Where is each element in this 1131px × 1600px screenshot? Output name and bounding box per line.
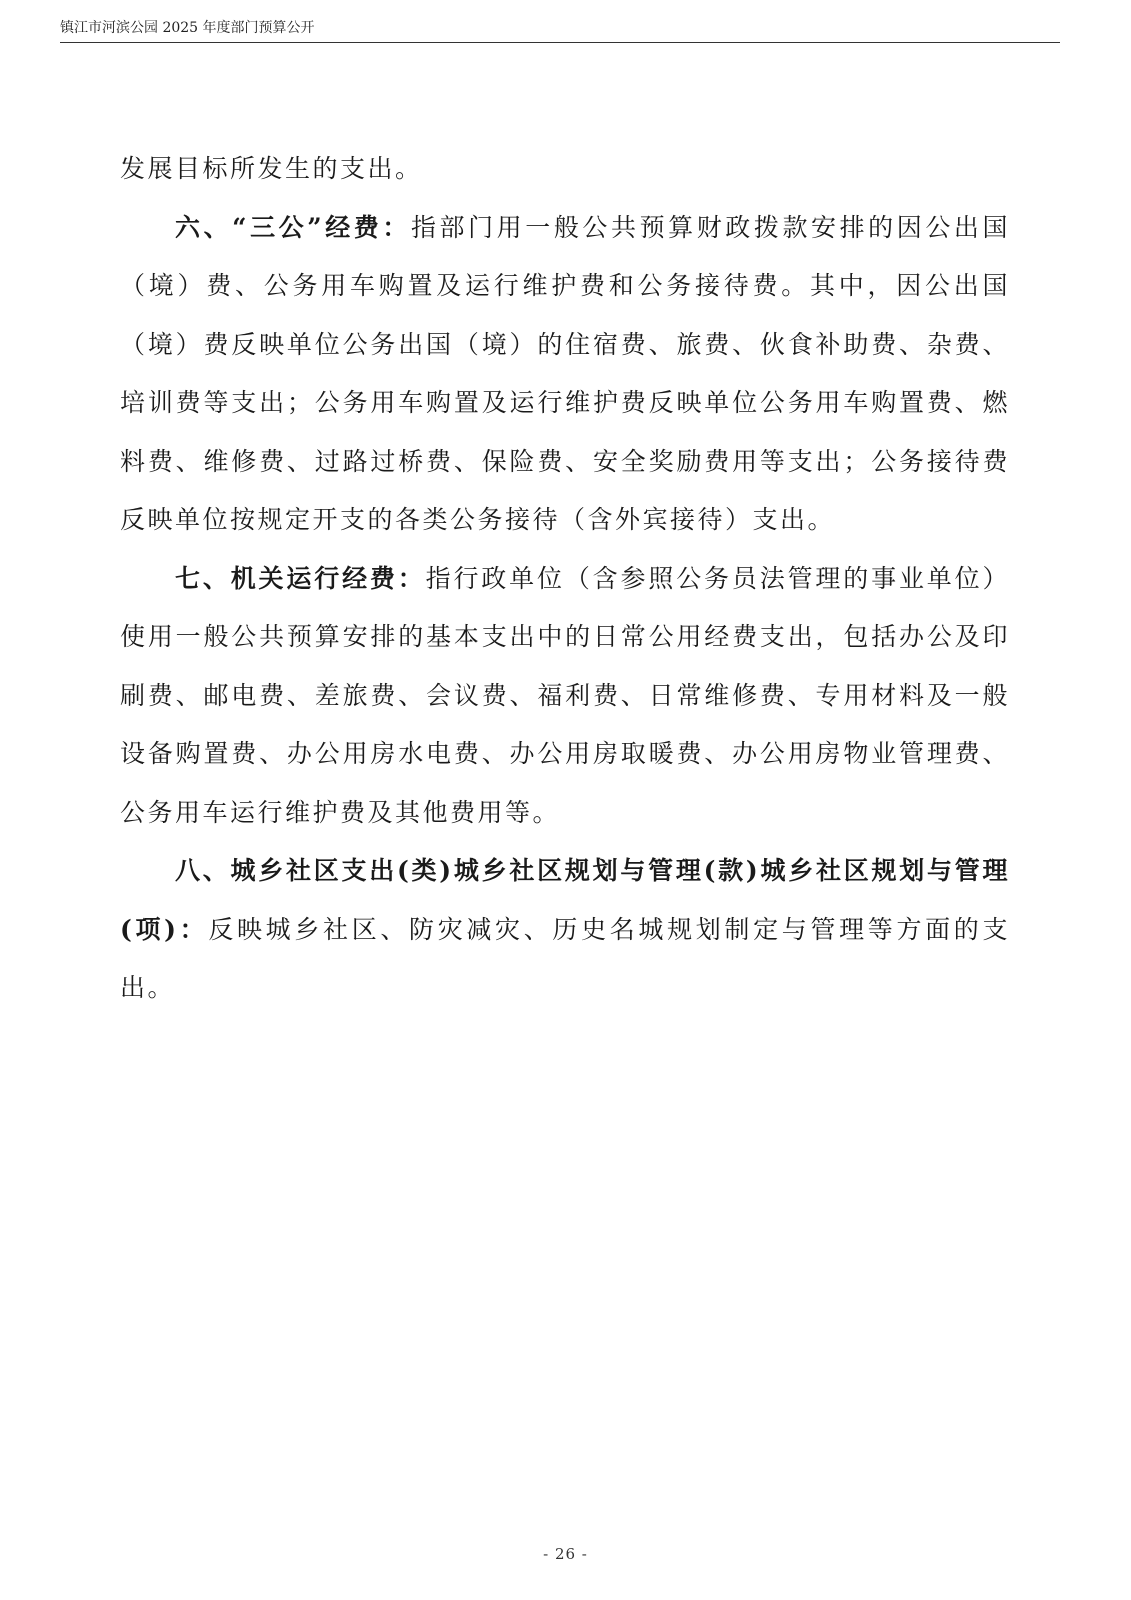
term-heading: 六、“三公”经费： (175, 212, 411, 242)
paragraph-text: 反映城乡社区、防灾减灾、历史名城规划制定与管理等方面的支出。 (120, 914, 1010, 1002)
paragraph-text: 发展目标所发生的支出。 (120, 154, 423, 183)
paragraph-text: 指部门用一般公共预算财政拨款安排的因公出国（境）费、公务用车购置及运行维护费和公务接待费。其中，因公出国（境）费反映单位公务出国（境）的住宿费、旅费、伙食补助费、杂费、培训费等支出；公务用车购置及运行维护费反映单位公务用车购置费、燃料费、维修费、过路过桥费、保险费、安全奖励费用等支出；公务接待费反映单位按规定开支的各类公务接待（含外宾接待）支出。 (120, 212, 1010, 534)
document-body (120, 140, 1010, 1018)
paragraph-continuation (120, 140, 1010, 199)
paragraph-text: 指行政单位（含参照公务员法管理的事业单位）使用一般公共预算安排的基本支出中的日常公用经费支出，包括办公及印刷费、邮电费、差旅费、会议费、福利费、日常维修费、专用材料及一般设备购置费、办公用房水电费、办公用房取暖费、办公用房物业管理费、公务用车运行维护费及其他费用等。 (120, 563, 1010, 827)
page-header (60, 16, 1060, 43)
paragraph-three-public-expenses (120, 199, 1010, 550)
document-title: 镇江市河滨公园 2025 年度部门预算公开 (60, 20, 315, 36)
paragraph-urban-rural-expenditure (120, 842, 1010, 1018)
term-heading: 八、城乡社区支出(类)城乡社区规划与管理(款)城乡社区规划与管理(项)： (120, 856, 1010, 944)
term-heading: 七、机关运行经费： (175, 563, 426, 593)
paragraph-operating-expenses (120, 550, 1010, 843)
page-number: - 26 - (543, 1545, 588, 1563)
